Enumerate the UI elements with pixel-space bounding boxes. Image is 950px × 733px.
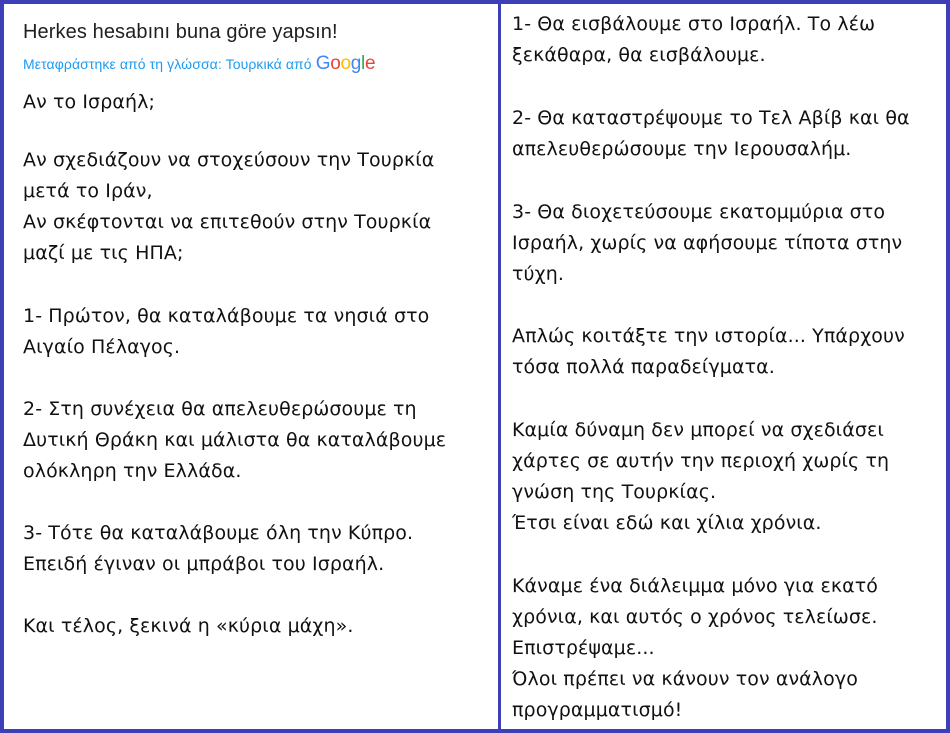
right-paragraph-history: Απλώς κοιτάξτε την ιστορία... Υπάρχουν τόσα πολλά παραδείγματα.	[512, 325, 905, 378]
translation-attribution[interactable]	[23, 53, 375, 77]
right-paragraph-point-2: 2- Θα καταστρέψουμε το Τελ Αβίβ και θα απελευθερώσουμε την Ιερουσαλήμ.	[512, 107, 910, 160]
translation-note-link[interactable]: Μεταφράστηκε από τη γλώσσα: Τουρκικά από	[23, 56, 312, 72]
left-paragraph-intro: Αν το Ισραήλ;	[23, 91, 155, 113]
left-paragraph-point-3: 3- Τότε θα καταλάβουμε όλη την Κύπρο. Επειδή έγιναν οι μπράβοι του Ισραήλ.	[23, 522, 414, 575]
left-paragraph-point-2: 2- Στη συνέχεια θα απελευθερώσουμε τη Δυτική Θράκη και μάλιστα θα καταλάβουμε ολόκληρη την Ελλάδα.	[23, 398, 447, 482]
right-paragraph-point-3: 3- Θα διοχετεύσουμε εκατομμύρια στο Ισραήλ, χωρίς να αφήσουμε τίποτα στην τύχη.	[512, 201, 903, 285]
right-paragraph-break: Κάναμε ένα διάλειμμα μόνο για εκατό χρόνια, και αυτός ο χρόνος τελείωσε. Επιστρέψαμε... Όλοι πρέπει να κάνουν τον ανάλογο προγραμματισμό!	[512, 575, 879, 721]
left-paragraph-point-1: 1- Πρώτον, θα καταλάβουμε τα νησιά στο Αιγαίο Πέλαγος.	[23, 305, 430, 358]
left-paragraph-final: Και τέλος, ξεκινά η «κύρια μάχη».	[23, 615, 354, 637]
right-paragraph-point-1: 1- Θα εισβάλουμε στο Ισραήλ. Το λέω ξεκάθαρα, θα εισβάλουμε.	[512, 13, 876, 66]
original-post-text: Herkes hesabını buna göre yapsın!	[23, 21, 338, 43]
right-paragraph-power: Καμία δύναμη δεν μπορεί να σχεδιάσει χάρτες σε αυτήν την περιοχή χωρίς τη γνώση της Τουρκίας. Έτσι είναι εδώ και χίλια χρόνια.	[512, 419, 890, 534]
left-paragraph-conditions: Αν σχεδιάζουν να στοχεύσουν την Τουρκία μετά το Ιράν, Αν σκέφτονται να επιτεθούν στην Τουρκία μαζί με τις ΗΠΑ;	[23, 149, 435, 264]
column-divider	[498, 0, 501, 733]
google-logo-icon: Google	[315, 53, 376, 74]
